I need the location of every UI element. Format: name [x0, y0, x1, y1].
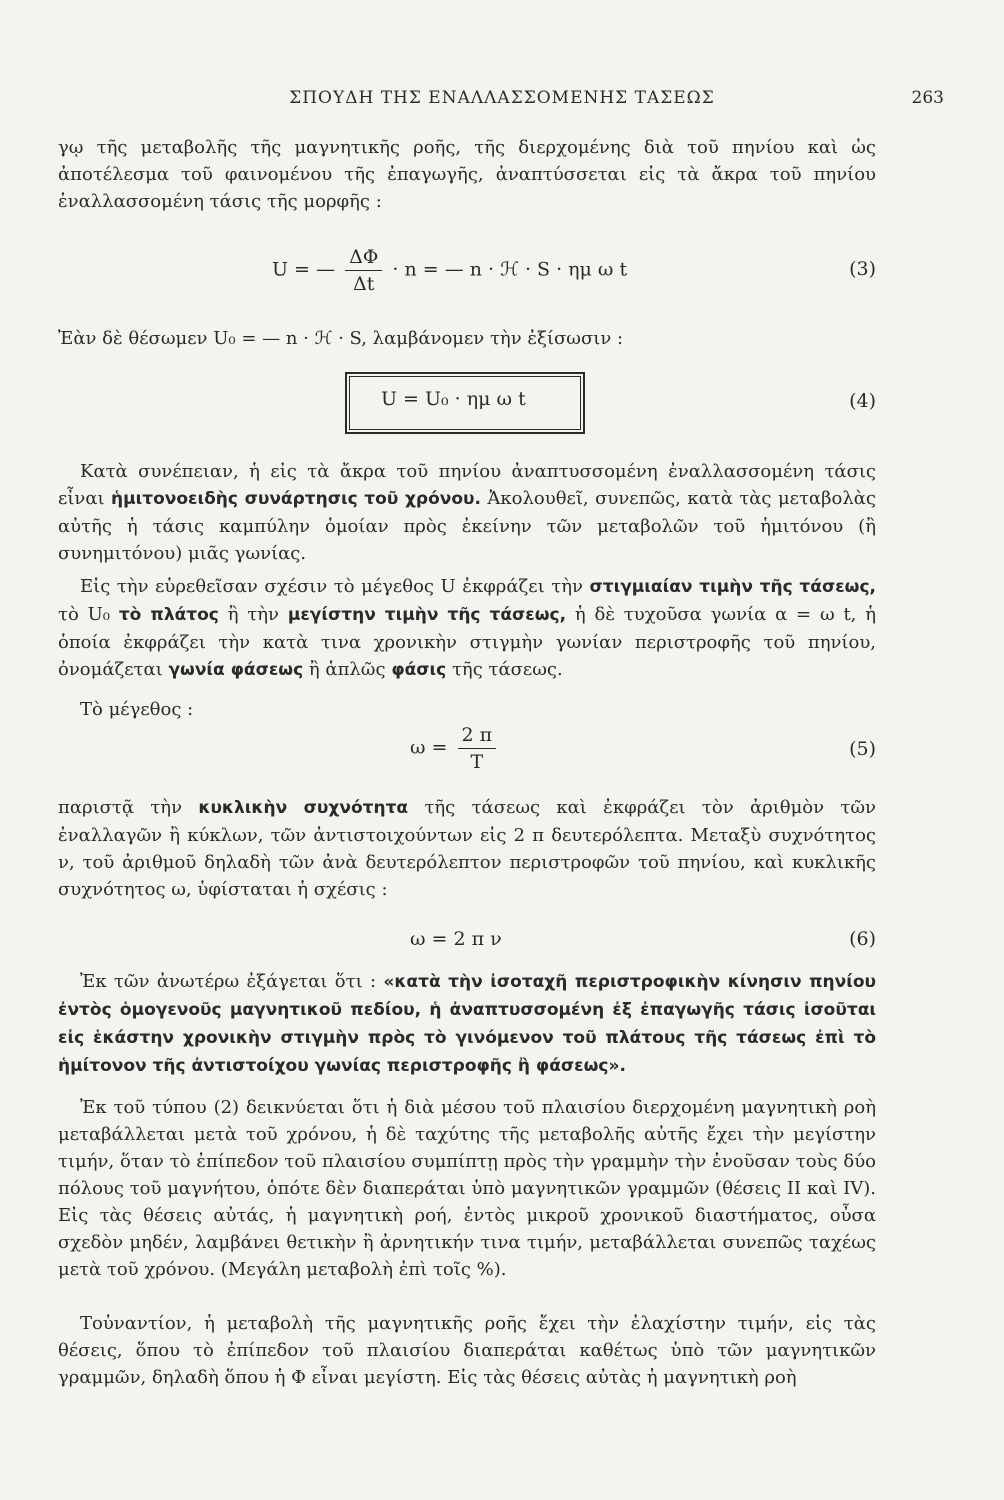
bold-phrase: στιγμιαίαν τιμὴν τῆς τάσεως,: [589, 577, 876, 597]
eq3-rhs: · n = — n · ℋ · S · ημ ω t: [392, 258, 628, 281]
paragraph-7: Ἐκ τῶν ἀνωτέρω ἐξάγεται ὅτι : «κατὰ τὴν ἰσοταχῆ περιστροφικὴν κίνησιν πηνίου ἐντὸς ὁμογενοῦς μαγνητικοῦ πεδίου, ἡ ἀναπτυσσομένη ἐξ ἐπαγωγῆς τάσις ἰσοῦται εἰς ἑκάστην χρονικὴν στιγμὴν πρὸς τὸ γινόμενον τοῦ πλάτους τῆς τάσεως ἐπὶ τὸ ἡμίτονον τῆς ἀντιστοίχου γωνίας περιστροφῆς ἢ φάσεως».: [58, 971, 876, 1076]
paragraph-1: γῳ τῆς μεταβολῆς τῆς μαγνητικῆς ροῆς, τῆς διερχομένης διὰ τοῦ πηνίου καὶ ὡς ἀποτέλεσμα τοῦ φαινομένου τῆς ἐπαγωγῆς, ἀναπτύσσεται εἰς τὰ ἄκρα τοῦ πηνίου ἐναλλασσομένη τάσις τῆς μορφῆς :: [58, 137, 876, 212]
bold-phrase: κυκλικὴν συχνότητα: [198, 798, 409, 818]
eq4-text: U = U₀ · ημ ω t: [381, 388, 526, 410]
boxed-equation-4: [345, 372, 585, 434]
eq3-numerator: ΔΦ: [345, 244, 382, 271]
header-title: ΣΠΟΥΔΗ ΤΗΣ ΕΝΑΛΛΑΣΣΟΜΕΝΗΣ ΤΑΣΕΩΣ: [289, 88, 715, 108]
eq5-fraction: [458, 722, 497, 775]
eq3-denominator: Δt: [353, 273, 375, 295]
bold-phrase: τὸ πλάτος: [118, 605, 219, 625]
paragraph-3: Κατὰ συνέπειαν, ἡ εἰς τὰ ἄκρα τοῦ πηνίου ἀναπτυσσομένη ἐναλλασσομένη τάσις εἶναι ἡμιτονοειδὴς συνάρτησις τοῦ χρόνου. Ἀκολουθεῖ, συνεπῶς, κατὰ τὰς μεταβολὰς αὐτῆς ἡ τάσις καμπύλην ὁμοίαν πρὸς ἐκείνην τῶν μεταβολῶν τοῦ ἡμιτόνου (ἢ συνημιτόνου) μιᾶς γωνίας.: [58, 461, 876, 564]
paragraph-4: Εἰς τὴν εὑρεθεῖσαν σχέσιν τὸ μέγεθος U ἐκφράζει τὴν στιγμιαίαν τιμὴν τῆς τάσεως, τὸ U₀ τὸ πλάτος ἢ τὴν μεγίστην τιμὴν τῆς τάσεως, ἡ δὲ τυχοῦσα γωνία α = ω t, ἡ ὁποία ἐκφράζει τὴν κατὰ τινα χρονικὴν στιγμὴν γωνίαν περιστροφῆς τοῦ πηνίου, ὀνομάζεται γωνία φάσεως ἢ ἁπλῶς φάσις τῆς τάσεως.: [58, 576, 876, 680]
paragraph-9: Τοὐναντίον, ἡ μεταβολὴ τῆς μαγνητικῆς ροῆς ἔχει τὴν ἐλαχίστην τιμήν, εἰς τὰς θέσεις, ὅπου τὸ ἐπίπεδον τοῦ πλαισίου διαπεράται καθέτως ὑπὸ τῶν μαγνητικῶν γραμμῶν, δηλαδὴ ὅπου ἡ Φ εἶναι μεγίστη. Εἰς τὰς θέσεις αὐτὰς ἡ μαγνητικὴ ροὴ: [58, 1313, 876, 1388]
equation-6: [58, 924, 876, 958]
paragraph-8: Ἐκ τοῦ τύπου (2) δεικνύεται ὅτι ἡ διὰ μέσου τοῦ πλαισίου διερχομένη μαγνητικὴ ροὴ μεταβάλλεται μετὰ τοῦ χρόνου, ἡ δὲ ταχύτης τῆς μεταβολῆς αὐτῆς ἔχει τὴν μεγίστην τιμήν, ὅταν τὸ ἐπίπεδον τοῦ πλαισίου συμπίπτῃ πρὸς τὴν γραμμὴν τὴν ἑνοῦσαν τοὺς δύο πόλους τοῦ μαγνήτου, ὁπότε δὲν διαπεράται ὑπὸ μαγνητικῶν γραμμῶν (θέσεις II καὶ IV). Εἰς τὰς θέσεις αὐτάς, ἡ μαγνητικὴ ροή, ἐντὸς μικροῦ χρονικοῦ διαστήματος, οὖσα σχεδὸν μηδέν, λαμβάνει θετικὴν ἢ ἀρνητικήν τινα τιμήν, μεταβάλλεται συνεπῶς ταχέως μετὰ τοῦ χρόνου. (Μεγάλη μεταβολὴ ἐπὶ τοῖς %).: [58, 1097, 876, 1280]
page-number: 263: [911, 88, 944, 108]
paragraph-6: παριστᾷ τὴν κυκλικὴν συχνότητα τῆς τάσεως καὶ ἐκφράζει τὸν ἀριθμὸν τῶν ἐναλλαγῶν ἢ κύκλων, τῶν ἀντιστοιχούντων εἰς 2 π δευτερόλεπτα. Μεταξὺ συχνότητος ν, τοῦ ἀριθμοῦ δηλαδὴ τῶν ἀνὰ δευτερόλεπτον περιστροφῶν τοῦ πηνίου, καὶ κυκλικῆς συχνότητος ω, ὑφίσταται ἡ σχέσις :: [58, 797, 876, 900]
eq4-number: (4): [849, 390, 876, 412]
bold-phrase: φάσις: [391, 660, 447, 680]
paragraph-2: Ἐὰν δὲ θέσωμεν U₀ = — n · ℋ · S, λαμβάνομεν τὴν ἐξίσωσιν :: [58, 328, 624, 349]
eq5-denominator: T: [470, 751, 484, 773]
eq3-lhs: U = —: [272, 258, 336, 281]
bold-statement: «κατὰ τὴν ἰσοταχῆ περιστροφικὴν κίνησιν πηνίου ἐντὸς ὁμογενοῦς μαγνητικοῦ πεδίου, ἡ ἀναπτυσσομένη ἐξ ἐπαγωγῆς τάσις ἰσοῦται εἰς ἑκάστην χρονικὴν στιγμὴν πρὸς τὸ γινόμενον τοῦ πλάτους τῆς τάσεως ἐπὶ τὸ ἡμίτονον τῆς ἀντιστοίχου γωνίας περιστροφῆς ἢ φάσεως».: [58, 972, 876, 1076]
bold-phrase: ἡμιτονοειδὴς συνάρτησις τοῦ χρόνου.: [111, 489, 481, 509]
bold-phrase: μεγίστην τιμὴν τῆς τάσεως,: [287, 605, 567, 625]
paragraph-5: Τὸ μέγεθος :: [80, 699, 194, 720]
eq5-number: (5): [849, 738, 876, 760]
bold-phrase: γωνία φάσεως: [168, 660, 304, 680]
equation-5: [58, 722, 876, 782]
eq3-number: (3): [849, 258, 876, 280]
running-header: [60, 88, 944, 116]
eq6-text: ω = 2 π ν: [410, 928, 502, 950]
eq3-fraction: [345, 244, 382, 297]
eq5-numerator: 2 π: [458, 722, 497, 749]
eq6-number: (6): [849, 928, 876, 950]
equation-3: [58, 240, 876, 300]
eq5-lhs: ω =: [410, 736, 448, 759]
